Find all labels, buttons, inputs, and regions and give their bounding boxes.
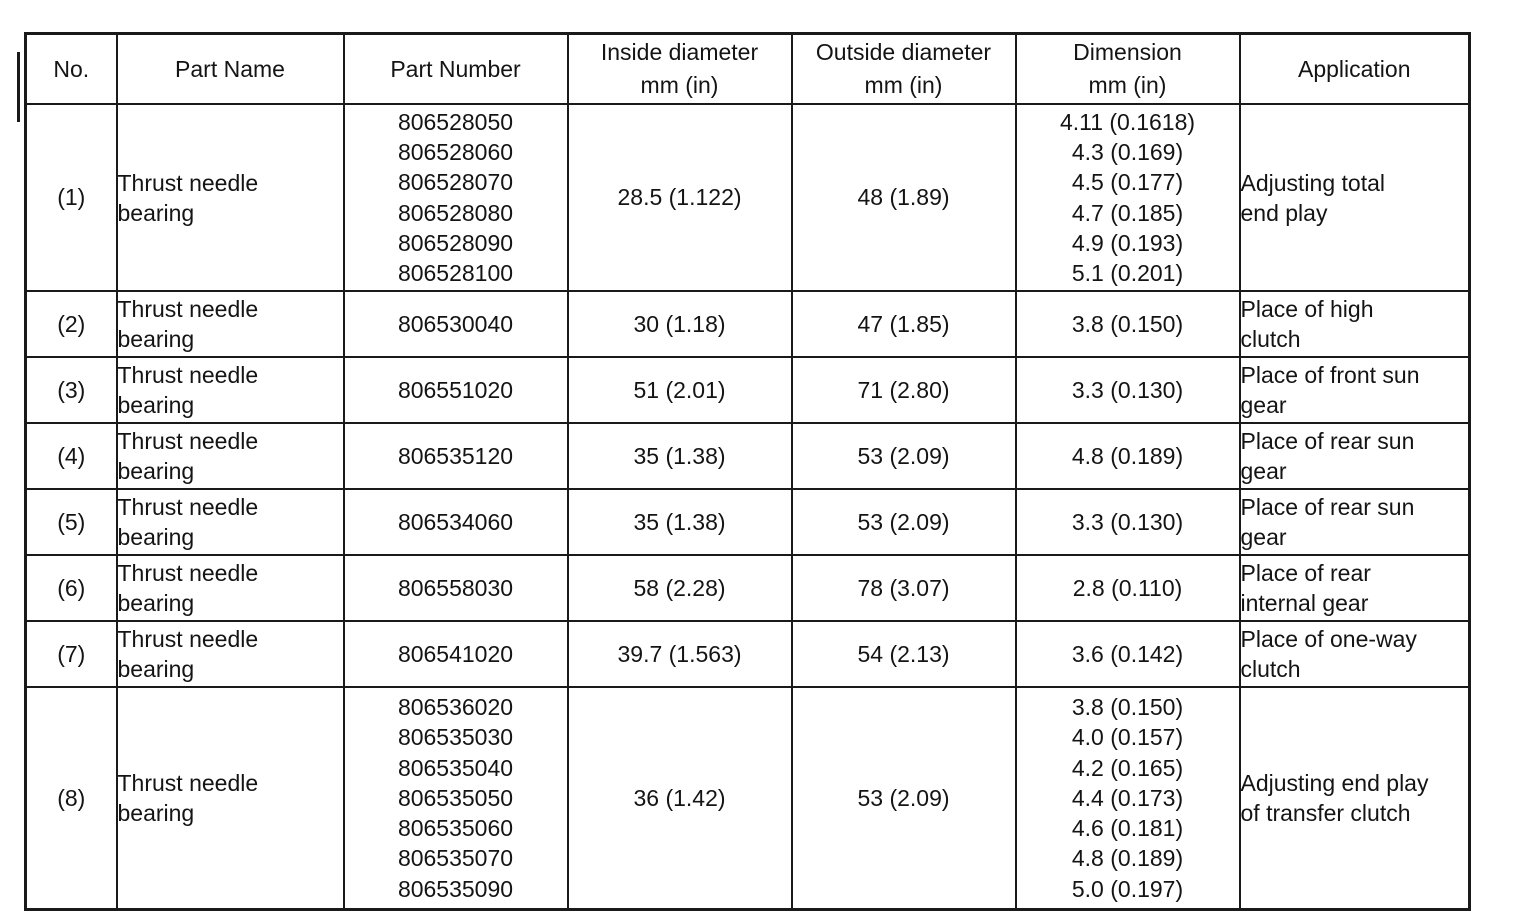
dimension: 4.7 (0.185) <box>1071 199 1184 226</box>
part-name: Thrust needle bearing <box>117 104 344 291</box>
application: Place of rear sun gear <box>1240 423 1470 489</box>
dimension-list <box>1016 687 1240 910</box>
application: Place of rear sun gear <box>1240 489 1470 555</box>
dimension: 4.4 (0.173) <box>1071 784 1184 811</box>
inside-diameter: 39.7 (1.563) <box>568 621 792 687</box>
application: Adjusting total end play <box>1240 104 1470 291</box>
dimension: 3.3 (0.130) <box>1016 489 1240 555</box>
row-no: (8) <box>26 687 117 910</box>
row-no: (2) <box>26 291 117 357</box>
part-number-list <box>344 687 568 910</box>
outside-diameter: 53 (2.09) <box>792 423 1016 489</box>
part-name: Thrust needle bearing <box>117 423 344 489</box>
row-no: (3) <box>26 357 117 423</box>
part-number: 806536020 <box>397 694 514 721</box>
part-number: 806530040 <box>344 291 568 357</box>
part-name: Thrust needle bearing <box>117 291 344 357</box>
header-dimension: Dimension mm (in) <box>1016 34 1240 105</box>
row-no: (6) <box>26 555 117 621</box>
inside-diameter: 51 (2.01) <box>568 357 792 423</box>
inside-diameter: 35 (1.38) <box>568 489 792 555</box>
part-name: Thrust needle bearing <box>117 555 344 621</box>
dimension: 4.11 (0.1618) <box>1059 108 1196 135</box>
table-row <box>26 104 1470 291</box>
thrust-bearing-spec-table <box>24 32 1471 911</box>
part-number: 806558030 <box>344 555 568 621</box>
dimension: 3.8 (0.150) <box>1071 694 1184 721</box>
dimension: 2.8 (0.110) <box>1016 555 1240 621</box>
part-name: Thrust needle bearing <box>117 621 344 687</box>
outside-diameter: 53 (2.09) <box>792 687 1016 910</box>
part-number: 806528050 <box>397 108 514 135</box>
application: Place of rear internal gear <box>1240 555 1470 621</box>
dimension: 4.6 (0.181) <box>1071 815 1184 842</box>
part-number: 806528100 <box>397 259 514 286</box>
outside-diameter: 54 (2.13) <box>792 621 1016 687</box>
header-part-number: Part Number <box>344 34 568 105</box>
scan-edge-mark <box>17 52 20 122</box>
dimension-list <box>1016 104 1240 291</box>
dimension: 5.0 (0.197) <box>1071 875 1184 902</box>
dimension: 3.6 (0.142) <box>1016 621 1240 687</box>
part-number: 806528080 <box>397 199 514 226</box>
part-number: 806535050 <box>397 784 514 811</box>
part-name: Thrust needle bearing <box>117 357 344 423</box>
header-outside-diameter: Outside diameter mm (in) <box>792 34 1016 105</box>
dimension: 4.3 (0.169) <box>1071 139 1184 166</box>
table-row <box>26 291 1470 357</box>
outside-diameter: 71 (2.80) <box>792 357 1016 423</box>
table-row <box>26 489 1470 555</box>
table-row <box>26 423 1470 489</box>
application: Place of front sun gear <box>1240 357 1470 423</box>
inside-diameter: 36 (1.42) <box>568 687 792 910</box>
part-number: 806535070 <box>397 845 514 872</box>
dimension: 4.0 (0.157) <box>1071 724 1184 751</box>
application: Adjusting end play of transfer clutch <box>1240 687 1470 910</box>
part-number: 806535120 <box>344 423 568 489</box>
table-row <box>26 555 1470 621</box>
table-row <box>26 621 1470 687</box>
row-no: (5) <box>26 489 117 555</box>
part-number: 806534060 <box>344 489 568 555</box>
outside-diameter: 53 (2.09) <box>792 489 1016 555</box>
application: Place of one-way clutch <box>1240 621 1470 687</box>
header-part-name: Part Name <box>117 34 344 105</box>
header-no: No. <box>26 34 117 105</box>
part-number: 806528070 <box>397 169 514 196</box>
outside-diameter: 78 (3.07) <box>792 555 1016 621</box>
inside-diameter: 30 (1.18) <box>568 291 792 357</box>
header-inside-diameter: Inside diameter mm (in) <box>568 34 792 105</box>
table-row <box>26 687 1470 910</box>
part-number: 806541020 <box>344 621 568 687</box>
part-number: 806528090 <box>397 229 514 256</box>
outside-diameter: 48 (1.89) <box>792 104 1016 291</box>
part-number: 806535030 <box>397 724 514 751</box>
inside-diameter: 28.5 (1.122) <box>568 104 792 291</box>
part-number: 806528060 <box>397 139 514 166</box>
dimension: 4.9 (0.193) <box>1071 229 1184 256</box>
part-name: Thrust needle bearing <box>117 687 344 910</box>
part-name: Thrust needle bearing <box>117 489 344 555</box>
inside-diameter: 58 (2.28) <box>568 555 792 621</box>
dimension: 3.3 (0.130) <box>1016 357 1240 423</box>
part-number-list <box>344 104 568 291</box>
part-number: 806535040 <box>397 754 514 781</box>
inside-diameter: 35 (1.38) <box>568 423 792 489</box>
application: Place of high clutch <box>1240 291 1470 357</box>
dimension: 4.8 (0.189) <box>1071 845 1184 872</box>
row-no: (7) <box>26 621 117 687</box>
dimension: 4.8 (0.189) <box>1016 423 1240 489</box>
part-number: 806535060 <box>397 815 514 842</box>
row-no: (4) <box>26 423 117 489</box>
header-application: Application <box>1240 34 1470 105</box>
dimension: 4.2 (0.165) <box>1071 754 1184 781</box>
outside-diameter: 47 (1.85) <box>792 291 1016 357</box>
row-no: (1) <box>26 104 117 291</box>
part-number: 806551020 <box>344 357 568 423</box>
dimension: 3.8 (0.150) <box>1016 291 1240 357</box>
table-row <box>26 357 1470 423</box>
header-row <box>26 34 1470 105</box>
part-number: 806535090 <box>397 875 514 902</box>
dimension: 4.5 (0.177) <box>1071 169 1184 196</box>
dimension: 5.1 (0.201) <box>1071 259 1184 286</box>
